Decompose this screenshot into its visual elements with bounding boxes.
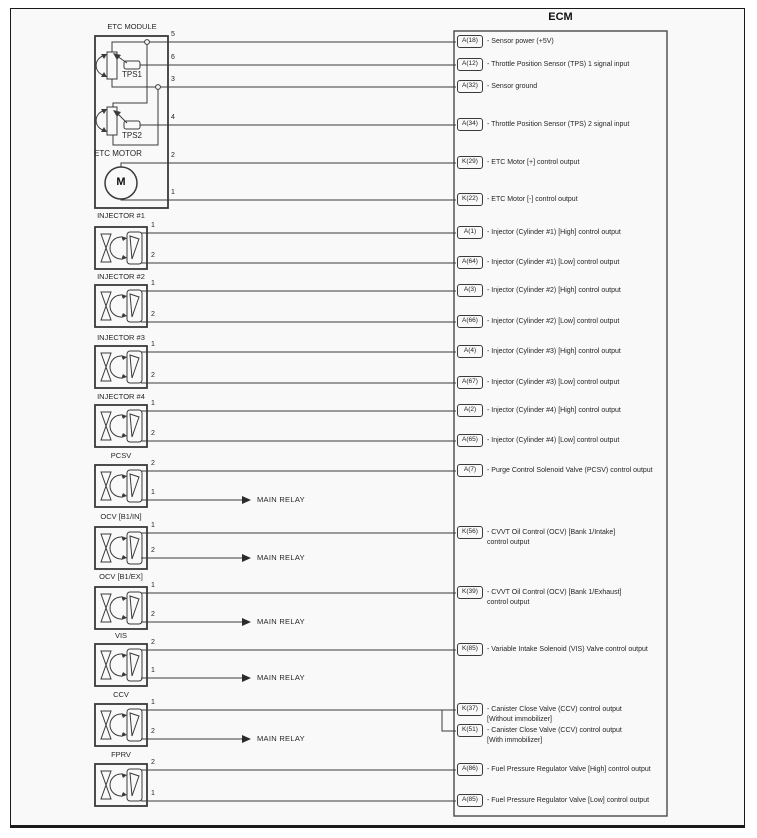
ecm-pin-row [457, 58, 629, 71]
injector2-symbol [95, 285, 147, 327]
ecm-pin-row [457, 80, 537, 93]
ecm-pin-desc [487, 724, 622, 745]
ecm-pin-desc: - ETC Motor [-] control output [487, 196, 578, 203]
injector3-symbol [95, 346, 147, 388]
ecm-pin-desc: - Purge Control Solenoid Valve (PCSV) control output [487, 467, 653, 474]
ecm-pin-desc-line2: [Without immobilizer] [487, 715, 552, 723]
etc-motor-label: ETC MOTOR [94, 149, 142, 158]
ecm-pin-desc: - Injector (Cylinder #3) [High] control output [487, 348, 621, 355]
tps1-label: TPS1 [122, 70, 143, 79]
ecm-pin-code: A(12) [457, 58, 483, 71]
ecm-title: ECM [548, 11, 573, 23]
component-pin-number: 2 [151, 759, 155, 766]
component-label-pcsv: PCSV [110, 451, 132, 460]
ecm-pin-desc-line1: - CVVT Oil Control (OCV) [Bank 1/Exhaust] [487, 589, 622, 596]
ecm-pin-code: A(3) [457, 284, 483, 297]
ecm-pin-row [457, 643, 648, 656]
ecm-pin-code: A(1) [457, 226, 483, 239]
ccv-symbol [95, 704, 147, 746]
ecm-pin-code: K(85) [457, 643, 483, 656]
component-label-injector2: INJECTOR #2 [97, 272, 145, 281]
etc-pin-number: 4 [171, 114, 175, 121]
component-label-injector3: INJECTOR #3 [97, 333, 145, 342]
ecm-pin-code: A(65) [457, 434, 483, 447]
pcsv-symbol [95, 465, 147, 507]
ecm-pin-code: A(18) [457, 35, 483, 48]
ecm-pin-code: A(2) [457, 404, 483, 417]
ecm-pin-desc: - Injector (Cylinder #2) [Low] control output [487, 318, 620, 325]
ecm-pin-code: A(66) [457, 315, 483, 328]
ecm-pin-desc: - Throttle Position Sensor (TPS) 1 signal input [487, 61, 630, 68]
ecm-pin-desc-line1: - CVVT Oil Control (OCV) [Bank 1/Intake] [487, 529, 616, 536]
ecm-pin-row [457, 434, 619, 447]
ecm-pin-desc: - Injector (Cylinder #2) [High] control output [487, 287, 621, 294]
ecm-pin-row [457, 376, 619, 389]
component-label-vis: VIS [114, 631, 128, 640]
component-label-fprv: FPRV [111, 750, 131, 759]
ecm-pin-desc: - Injector (Cylinder #1) [Low] control output [487, 259, 620, 266]
ecm-pin-desc: - Fuel Pressure Regulator Valve [Low] control output [487, 797, 650, 804]
ecm-pin-code: K(51) [457, 724, 483, 737]
ecm-pin-code: A(7) [457, 464, 483, 477]
main-relay-label: MAIN RELAY [257, 617, 305, 626]
ecm-pin-row [457, 763, 651, 776]
ecm-pin-row [457, 724, 622, 745]
ecm-pin-code: A(32) [457, 80, 483, 93]
ecm-pin-code: K(37) [457, 703, 483, 716]
component-pin-number: 1 [151, 489, 155, 496]
etc-pin-number: 2 [171, 152, 175, 159]
ecm-pin-desc: - Variable Intake Solenoid (VIS) Valve control output [487, 646, 648, 653]
ecm-pin-desc-line1: - Canister Close Valve (CCV) control output [487, 706, 622, 713]
ecm-pin-row [457, 256, 619, 269]
component-wires [141, 233, 456, 801]
ecm-pin-desc: - Fuel Pressure Regulator Valve [High] control output [487, 766, 651, 773]
ecm-pin-row [457, 226, 621, 239]
component-pin-number: 1 [151, 699, 155, 706]
ecm-pin-code: A(85) [457, 794, 483, 807]
tps2-label: TPS2 [122, 131, 143, 140]
ecm-pin-code: K(29) [457, 156, 483, 169]
component-pin-number: 1 [151, 341, 155, 348]
component-pin-number: 2 [151, 311, 155, 318]
ecm-pin-desc: - Sensor ground [487, 83, 538, 90]
etc-pin-number: 3 [171, 76, 175, 83]
component-pin-number: 2 [151, 728, 155, 735]
ecm-pin-desc: - Injector (Cylinder #3) [Low] control output [487, 379, 620, 386]
component-pin-number: 2 [151, 611, 155, 618]
ecm-pin-desc-line2: [With immobilizer] [487, 736, 543, 744]
ecm-pin-code: K(22) [457, 193, 483, 206]
fprv-symbol [95, 764, 147, 806]
ecm-pin-row [457, 464, 653, 477]
main-relay-label: MAIN RELAY [257, 734, 305, 743]
ecm-pin-code: A(86) [457, 763, 483, 776]
ecm-pin-desc: - ETC Motor [+] control output [487, 159, 580, 166]
ecm-pin-code: A(67) [457, 376, 483, 389]
component-pin-number: 2 [151, 252, 155, 259]
injector1-symbol [95, 227, 147, 269]
etc-pin-number: 5 [171, 31, 175, 38]
vis-symbol [95, 644, 147, 686]
main-relay-label: MAIN RELAY [257, 553, 305, 562]
ecm-pin-desc [487, 703, 622, 724]
ecm-pin-row [457, 703, 622, 724]
etc-module-box [95, 36, 168, 208]
component-label-injector4: INJECTOR #4 [97, 392, 145, 401]
tps2-arc [96, 111, 103, 130]
ecm-pin-row [457, 586, 621, 607]
component-pin-number: 2 [151, 430, 155, 437]
component-pin-number: 1 [151, 790, 155, 797]
tps1-arc [96, 56, 103, 75]
component-pin-number: 2 [151, 372, 155, 379]
ecm-pin-desc-line1: - Canister Close Valve (CCV) control output [487, 727, 622, 734]
component-pin-number: 1 [151, 222, 155, 229]
ecm-pin-code: A(34) [457, 118, 483, 131]
ecm-pin-code: K(56) [457, 526, 483, 539]
ecm-pin-row [457, 526, 615, 547]
ecm-pin-row [457, 794, 649, 807]
component-pin-number: 1 [151, 400, 155, 407]
ecm-pin-code: K(39) [457, 586, 483, 599]
ecm-pin-row [457, 284, 621, 297]
ecm-pin-desc [487, 526, 615, 547]
junction-node [145, 40, 150, 45]
component-label-ocv-b1in: OCV [B1/IN] [100, 512, 142, 521]
injector4-symbol [95, 405, 147, 447]
junction-node [156, 85, 161, 90]
component-label-ocv-b1ex: OCV [B1/EX] [99, 572, 143, 581]
component-pin-number: 2 [151, 460, 155, 467]
ecm-pin-desc-line2: control output [487, 538, 530, 546]
ecm-pin-desc: - Throttle Position Sensor (TPS) 2 signal input [487, 121, 630, 128]
ecm-pin-row [457, 345, 621, 358]
ecm-pin-row [457, 193, 578, 206]
component-label-injector1: INJECTOR #1 [97, 211, 145, 220]
component-pin-number: 2 [151, 639, 155, 646]
component-pin-number: 1 [151, 280, 155, 287]
ecm-pin-row [457, 35, 554, 48]
component-pin-number: 1 [151, 522, 155, 529]
component-pin-number: 1 [151, 667, 155, 674]
component-label-ccv: CCV [113, 690, 129, 699]
motor-m-letter: M [116, 176, 126, 188]
ecm-pin-desc: - Sensor power (+5V) [487, 38, 554, 45]
main-relay-label: MAIN RELAY [257, 673, 305, 682]
etc-pin-number: 1 [171, 189, 175, 196]
component-pin-number: 2 [151, 547, 155, 554]
ecm-pin-desc: - Injector (Cylinder #4) [High] control output [487, 407, 621, 414]
ecm-pin-desc: - Injector (Cylinder #4) [Low] control output [487, 437, 620, 444]
etc-module-label: ETC MODULE [107, 22, 157, 31]
etc-module-wires [96, 40, 456, 200]
etc-pin-number: 6 [171, 54, 175, 61]
ecm-pin-code: A(64) [457, 256, 483, 269]
component-pin-number: 1 [151, 582, 155, 589]
ecm-box [454, 31, 667, 816]
ecm-pin-desc-line2: control output [487, 598, 530, 606]
ecm-pin-row [457, 404, 621, 417]
ecm-pin-desc [487, 586, 621, 607]
ecm-pin-row [457, 315, 619, 328]
ecm-pin-row [457, 156, 579, 169]
ecm-pin-desc: - Injector (Cylinder #1) [High] control output [487, 229, 621, 236]
ocv-b1in-symbol [95, 527, 147, 569]
main-relay-label: MAIN RELAY [257, 495, 305, 504]
ecm-pin-code: A(4) [457, 345, 483, 358]
ocv-b1ex-symbol [95, 587, 147, 629]
ecm-pin-row [457, 118, 629, 131]
